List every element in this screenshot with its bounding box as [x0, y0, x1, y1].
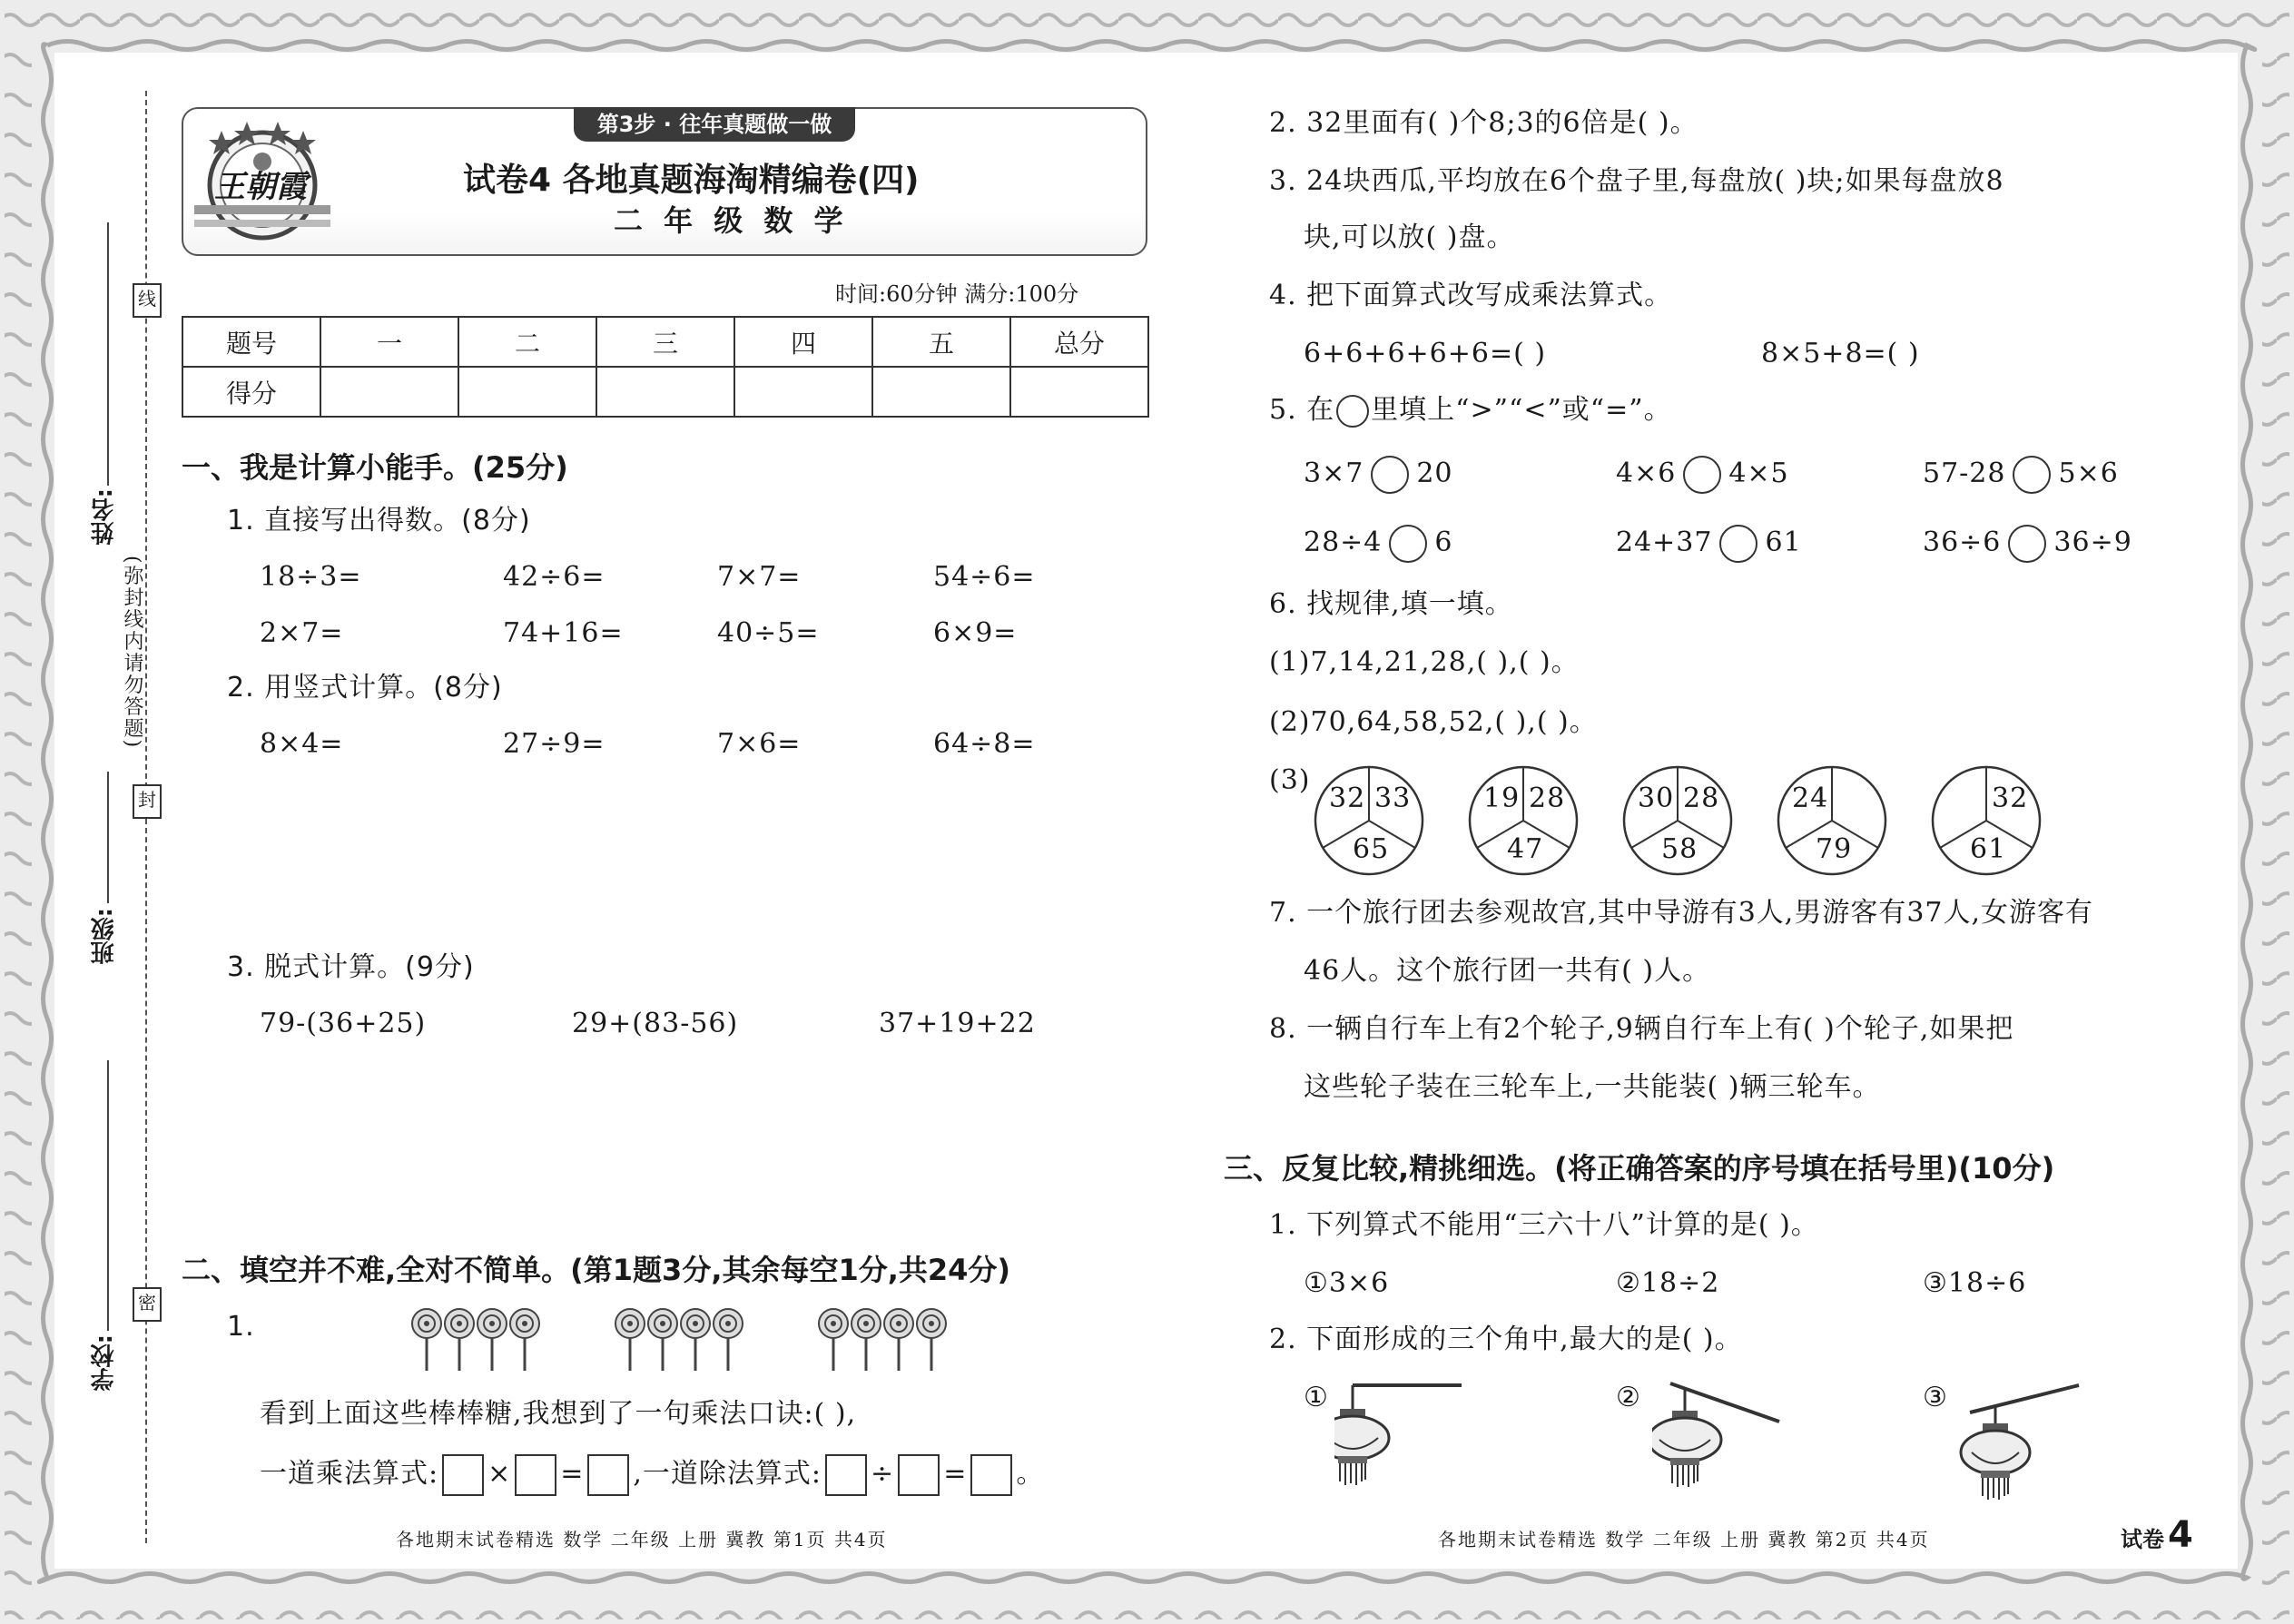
circle-tr: 32 — [1992, 782, 2029, 814]
score-header-cell: 题号 — [182, 317, 320, 367]
lollipop-icon-group-3 — [819, 1309, 946, 1371]
seal-note: (弥封线内请勿答题) — [121, 556, 143, 750]
compare-item — [1616, 456, 1789, 494]
score-header-cell: 五 — [872, 317, 1010, 367]
s1-q3-title: 3. 脱式计算。(9分) — [227, 951, 475, 983]
compare-right: 6 — [1434, 527, 1453, 558]
s1-q2-item: 64÷8= — [933, 728, 1036, 760]
s1-q2-item: 8×4= — [260, 728, 344, 760]
lantern-angle-3-icon — [1952, 1376, 2097, 1512]
s2-q4-title: 4. 把下面算式改写成乘法算式。 — [1269, 280, 1673, 311]
compare-item — [1304, 456, 1453, 494]
compare-circle[interactable] — [1371, 456, 1409, 494]
s2-q6-3-label: (3) — [1269, 764, 1311, 796]
score-header-cell: 四 — [734, 317, 872, 367]
s1-q1-item: 6×9= — [933, 617, 1018, 649]
s3-q2: 2. 下面形成的三个角中,最大的是( )。 — [1269, 1324, 1743, 1355]
answer-box[interactable] — [970, 1454, 1012, 1496]
equals-sign: = — [560, 1458, 585, 1490]
compare-left: 57-28 — [1923, 458, 2006, 489]
s1-q1-item: 7×7= — [717, 561, 802, 593]
compare-left: 24+37 — [1616, 527, 1713, 558]
line-mark: 线 — [133, 283, 162, 318]
footer-right: 各地期末试卷精选 数学 二年级 上册 冀教 第2页 共4页 — [1438, 1529, 1930, 1550]
s1-q3-item: 37+19+22 — [879, 1008, 1036, 1039]
pattern-circle — [1621, 764, 1734, 877]
paper-subtitle: 二 年 级 数 学 — [614, 203, 849, 238]
paper-title: 试卷4 各地真题海淘精编卷(四) — [463, 162, 920, 199]
seal-mark: 封 — [133, 784, 162, 819]
s2-q8b: 这些轮子装在三轮车上,一共能装( )辆三轮车。 — [1304, 1071, 1881, 1103]
equals-sign: = — [943, 1458, 968, 1490]
s1-q3-item: 29+(83-56) — [572, 1008, 739, 1039]
s2-q7a: 7. 一个旅行团去参观故宫,其中导游有3人,男游客有37人,女游客有 — [1269, 897, 2094, 929]
s2-q8a: 8. 一辆自行车上有2个轮子,9辆自行车上有( )个轮子,如果把 — [1269, 1013, 2014, 1045]
s1-q1-item: 40÷5= — [717, 617, 820, 649]
compare-right: 4×5 — [1728, 458, 1789, 489]
compare-left: 36÷6 — [1923, 527, 2002, 558]
answer-box[interactable] — [442, 1454, 484, 1496]
compare-item — [1923, 456, 2119, 494]
score-header-cell: 总分 — [1010, 317, 1148, 367]
compare-right: 5×6 — [2058, 458, 2119, 489]
s2-q5-title-b: 里填上“>”“<”或“=”。 — [1371, 394, 1672, 426]
class-label: 班级: — [91, 908, 118, 965]
compare-left: 28÷4 — [1304, 527, 1383, 558]
s1-q1-item: 42÷6= — [503, 561, 605, 593]
answer-box[interactable] — [515, 1454, 556, 1496]
s1-q1-item: 74+16= — [503, 617, 624, 649]
step-banner-text: 第3步 · 往年真题做一做 — [596, 112, 832, 137]
s2-q5-title — [1269, 394, 1672, 428]
seal-mark-2: 密 — [133, 1287, 162, 1322]
score-header-cell: 三 — [596, 317, 734, 367]
answer-box[interactable] — [825, 1454, 867, 1496]
compare-right: 61 — [1765, 527, 1802, 558]
compare-circle[interactable] — [2013, 456, 2051, 494]
circle-tl: 32 — [1329, 782, 1366, 814]
circle-b: 79 — [1816, 833, 1853, 865]
s3-q1-option: ②18÷2 — [1616, 1267, 1720, 1299]
s2-q1-text2b: ,一道除法算式: — [633, 1458, 822, 1490]
compare-item — [1304, 525, 1453, 563]
circle-tr: 33 — [1374, 782, 1412, 814]
score-cell[interactable] — [458, 367, 596, 417]
s1-q1-item: 54÷6= — [933, 561, 1036, 593]
s2-q1-line2 — [260, 1454, 1044, 1496]
s2-q1-num: 1. — [227, 1311, 255, 1343]
circle-tl: 19 — [1483, 782, 1521, 814]
exam-sheet — [54, 53, 2238, 1569]
s2-q6-2: (2)70,64,58,52,( ),( )。 — [1269, 706, 1598, 738]
s2-q1-text2a: 一道乘法算式: — [260, 1458, 439, 1490]
s3-q1-option: ①3×6 — [1304, 1267, 1390, 1299]
compare-right: 20 — [1416, 458, 1453, 489]
compare-circle[interactable] — [1719, 525, 1757, 563]
s3-q1-option: ③18÷6 — [1923, 1267, 2027, 1299]
badge-label: 试卷 — [2121, 1527, 2164, 1552]
pattern-circle — [1313, 764, 1425, 877]
pattern-circle — [1930, 764, 2043, 877]
section1-heading: 一、我是计算小能手。(25分) — [182, 450, 568, 485]
time-info: 时间:60分钟 满分:100分 — [835, 281, 1079, 307]
lantern-angle-1-icon — [1334, 1376, 1480, 1503]
s1-q1-item: 18÷3= — [260, 561, 362, 593]
name-label: 姓名: — [91, 488, 118, 546]
class-field[interactable] — [107, 772, 109, 903]
circle-b: 65 — [1353, 833, 1390, 865]
period: 。 — [1016, 1458, 1045, 1490]
s3-q2-option-label: ① — [1304, 1382, 1329, 1413]
section3-heading: 三、反复比较,精挑细选。(将正确答案的序号填在括号里)(10分) — [1224, 1151, 2055, 1186]
s3-q2-option-label: ② — [1616, 1382, 1641, 1413]
divide-sign: ÷ — [871, 1458, 895, 1490]
score-table-score-row — [182, 367, 1148, 417]
lollipop-illustration — [409, 1304, 971, 1376]
s2-q6-1: (1)7,14,21,28,( ),( )。 — [1269, 646, 1580, 678]
s2-q3a: 3. 24块西瓜,平均放在6个盘子里,每盘放( )块;如果每盘放8 — [1269, 165, 2004, 197]
score-table — [182, 316, 1149, 418]
score-header-cell: 一 — [320, 317, 458, 367]
lantern-angle-2-icon — [1652, 1376, 1797, 1503]
compare-left: 4×6 — [1616, 458, 1677, 489]
footer-left: 各地期末试卷精选 数学 二年级 上册 冀教 第1页 共4页 — [396, 1529, 888, 1550]
compare-right: 36÷9 — [2053, 527, 2132, 558]
circle-b: 47 — [1507, 833, 1544, 865]
circle-tl: 24 — [1792, 782, 1829, 814]
s2-q3b: 块,可以放( )盘。 — [1304, 221, 1515, 253]
pattern-circle — [1467, 764, 1580, 877]
compare-left: 3×7 — [1304, 458, 1364, 489]
circle-tr: 28 — [1529, 782, 1566, 814]
compare-item — [1616, 525, 1802, 563]
section2-heading: 二、填空并不难,全对不简单。(第1题3分,其余每空1分,共24分) — [182, 1253, 1011, 1287]
paper-badge — [2121, 1514, 2193, 1556]
school-label: 学校: — [91, 1334, 118, 1392]
badge-number: 4 — [2168, 1514, 2193, 1556]
s2-q5-title-a: 5. 在 — [1269, 394, 1335, 426]
s1-q1-title: 1. 直接写出得数。(8分) — [227, 505, 531, 536]
school-field[interactable] — [107, 1060, 109, 1331]
score-row-label: 得分 — [182, 367, 320, 417]
s1-q3-item: 79-(36+25) — [260, 1008, 427, 1039]
compare-item — [1923, 525, 2132, 563]
compare-circle-icon — [1336, 395, 1369, 428]
compare-circle[interactable] — [1683, 456, 1721, 494]
answer-box[interactable] — [587, 1454, 629, 1496]
circle-b: 61 — [1970, 833, 2007, 865]
s3-q2-option-label: ③ — [1923, 1382, 1948, 1413]
score-cell[interactable] — [1010, 367, 1148, 417]
s2-q2: 2. 32里面有( )个8;3的6倍是( )。 — [1269, 107, 1698, 139]
score-header-cell: 二 — [458, 317, 596, 367]
s1-q2-title: 2. 用竖式计算。(8分) — [227, 672, 503, 704]
pattern-circle — [1776, 764, 1888, 877]
score-cell[interactable] — [734, 367, 872, 417]
s2-q1-text1: 看到上面这些棒棒糖,我想到了一句乘法口诀:( ), — [260, 1398, 857, 1430]
name-field[interactable] — [107, 222, 109, 486]
score-table-header-row — [182, 317, 1148, 367]
score-cell[interactable] — [872, 367, 1010, 417]
s1-q2-item: 27÷9= — [503, 728, 605, 760]
s2-q4b: 8×5+8=( ) — [1761, 338, 1920, 369]
step-banner — [574, 107, 855, 142]
score-cell[interactable] — [596, 367, 734, 417]
circle-tr: 28 — [1683, 782, 1720, 814]
answer-box[interactable] — [898, 1454, 940, 1496]
s3-q1: 1. 下列算式不能用“三六十八”计算的是( )。 — [1269, 1209, 1819, 1241]
compare-circle[interactable] — [2008, 525, 2046, 563]
s1-q2-item: 7×6= — [717, 728, 802, 760]
circle-tl: 30 — [1638, 782, 1675, 814]
s2-q4a: 6+6+6+6+6=( ) — [1304, 338, 1547, 369]
logo-text: 王朝霞 — [214, 169, 307, 205]
circle-b: 58 — [1661, 833, 1698, 865]
lollipop-icon-group-2 — [615, 1309, 743, 1371]
s2-q6-title: 6. 找规律,填一填。 — [1269, 588, 1513, 620]
s2-q7b: 46人。这个旅行团一共有( )人。 — [1304, 955, 1711, 987]
compare-circle[interactable] — [1389, 525, 1427, 563]
lollipop-icon-group-1 — [412, 1309, 539, 1371]
score-cell[interactable] — [320, 367, 458, 417]
s1-q1-item: 2×7= — [260, 617, 344, 649]
times-sign: × — [487, 1458, 512, 1490]
